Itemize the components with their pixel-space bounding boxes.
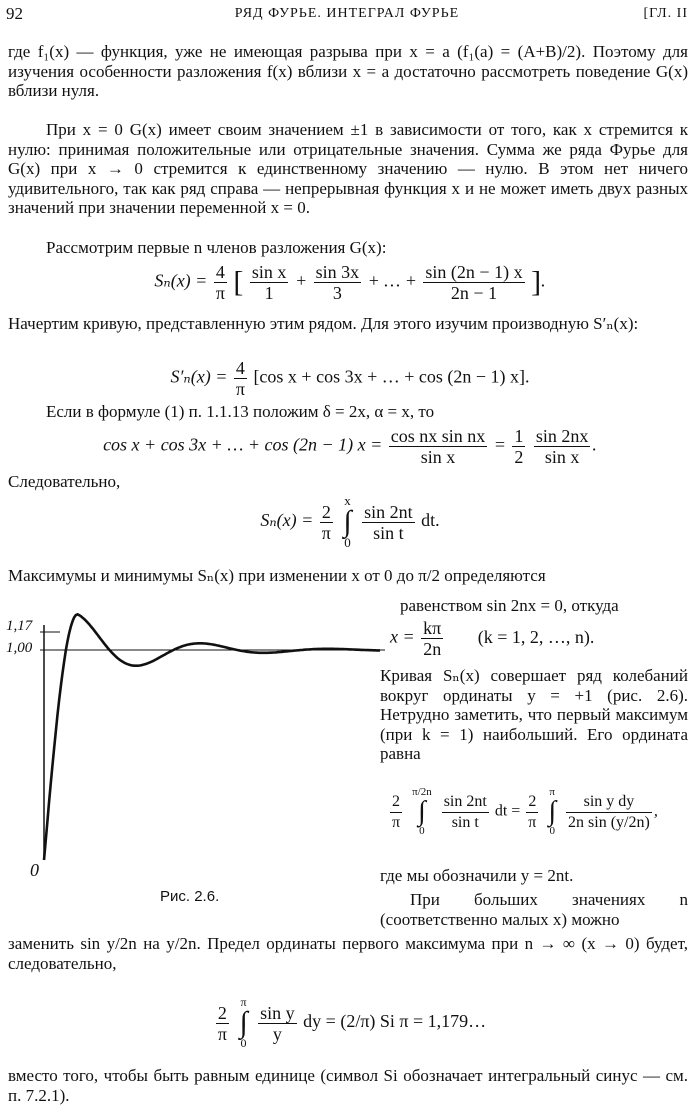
right-text-1: равенством sin 2nx = 0, откуда	[400, 596, 619, 615]
paragraph-1: где f₁(x) — функция, уже не имеющая разрыва при x = a (f₁(a) = (A+B)/2). Поэтому для изучения особенности разложения f(x) вблизи x = a достаточно рассмотреть поведение G(x) вблизи нуля.	[8, 42, 688, 100]
formula-derivative: S′ₙ(x) = $\frac{4}{\pi}$ [cos x + cos 3x + … + cos (2n − 1) x].	[170, 358, 530, 399]
formula-sn-series: Sₙ(x) = $\frac{4}{\pi}$ [ $\frac{\text{sin x}}{1}$ + $\frac{\sin 3x}{3}$ + … + $\frac{\sin (2n - 1) x}{2n - 1}$ ].	[154, 262, 546, 303]
paragraph-9: вместо того, чтобы быть равным единице (символ Si обозначает интегральный синус — см. п. 7.2.1).	[8, 1066, 688, 1105]
y-tick-117: 1,17	[6, 618, 33, 634]
formula-sn-integral: Sₙ(x) = $\frac{2}{\pi}$ x ∫ 0 $\frac{\sin 2nt}{\text{sin t}}$ dt.	[260, 493, 440, 550]
paragraph-7: Максимумы и минимумы Sₙ(x) при изменении x от 0 до π/2 определяются	[8, 566, 546, 585]
paragraph-2: При x = 0 G(x) имеет своим значением ±1 в зависимости от того, как x стремится к нулю: принимая положительные или отрицательные значения. Сумма же ряда Фурье для G(x) при x → 0 стремится к единственному значению — нулю. В этом нет ничего удивительного, так как ряд справа — непрерывная функция x и не может иметь двух разных значений при значении переменной x = 0.	[8, 120, 688, 217]
origin-label: 0	[30, 860, 39, 880]
figure-caption: Рис. 2.6.	[160, 888, 220, 905]
paragraph-4: Начертим кривую, представленную этим рядом. Для этого изучим производную S′ₙ(x):	[8, 314, 639, 333]
formula-extrema: x = $\frac{k\pi}{2n}$ (k = 1, 2, …, n).	[390, 618, 595, 659]
running-header	[6, 4, 688, 26]
paragraph-6: Следовательно,	[8, 472, 121, 491]
formula-cos-sum: cos x + cos 3x + … + cos (2n − 1) x = $\frac{\text{cos nx sin nx}}{\text{sin x}}$ = $\frac{1}{2}$ $\frac{\sin 2nx}{\text{sin x}}$ .	[103, 426, 597, 467]
paragraph-3: Рассмотрим первые n членов разложения G(x):	[46, 238, 387, 257]
page-number: 92	[6, 4, 23, 23]
running-title: РЯД ФУРЬЕ. ИНТЕГРАЛ ФУРЬЕ	[234, 6, 460, 21]
formula-limit: $\frac{2}{\pi}$ π ∫ 0 $\frac{\text{sin y}}{y}$ dy = (2/π) Si π = 1,179…	[217, 995, 487, 1050]
right-text-4: При больших значениях n (соответственно малых x) можно	[380, 890, 688, 929]
figure-2-6	[0, 610, 385, 880]
right-text-3: где мы обозначили y = 2nt.	[380, 866, 574, 885]
paragraph-5: Если в формуле (1) п. 1.1.13 положим δ = 2x, α = x, то	[46, 402, 435, 421]
right-text-2: Кривая Sₙ(x) совершает ряд колебаний вокруг ординаты y = +1 (рис. 2.6). Нетрудно заметить, что первый максимум (при k = 1) наибольший. Его ордината равна	[380, 666, 688, 763]
gibbs-chart	[0, 610, 385, 880]
y-tick-100: 1,00	[6, 640, 33, 656]
chapter-label: [ГЛ. II	[643, 6, 688, 21]
paragraph-8: заменить sin y/2n на y/2n. Предел ординаты первого максимума при n → ∞ (x → 0) будет, следовательно,	[8, 934, 688, 973]
formula-first-max: $\frac{2}{\pi}$ π/2n ∫ 0 $\frac{\sin 2nt}{\text{sin t}}$ dt = $\frac{2}{\pi}$ π ∫ 0 $\frac{\text{sin y dy}}{\text{2n sin (y/2n)}}$ ,	[392, 786, 658, 837]
sn-curve	[44, 614, 380, 860]
